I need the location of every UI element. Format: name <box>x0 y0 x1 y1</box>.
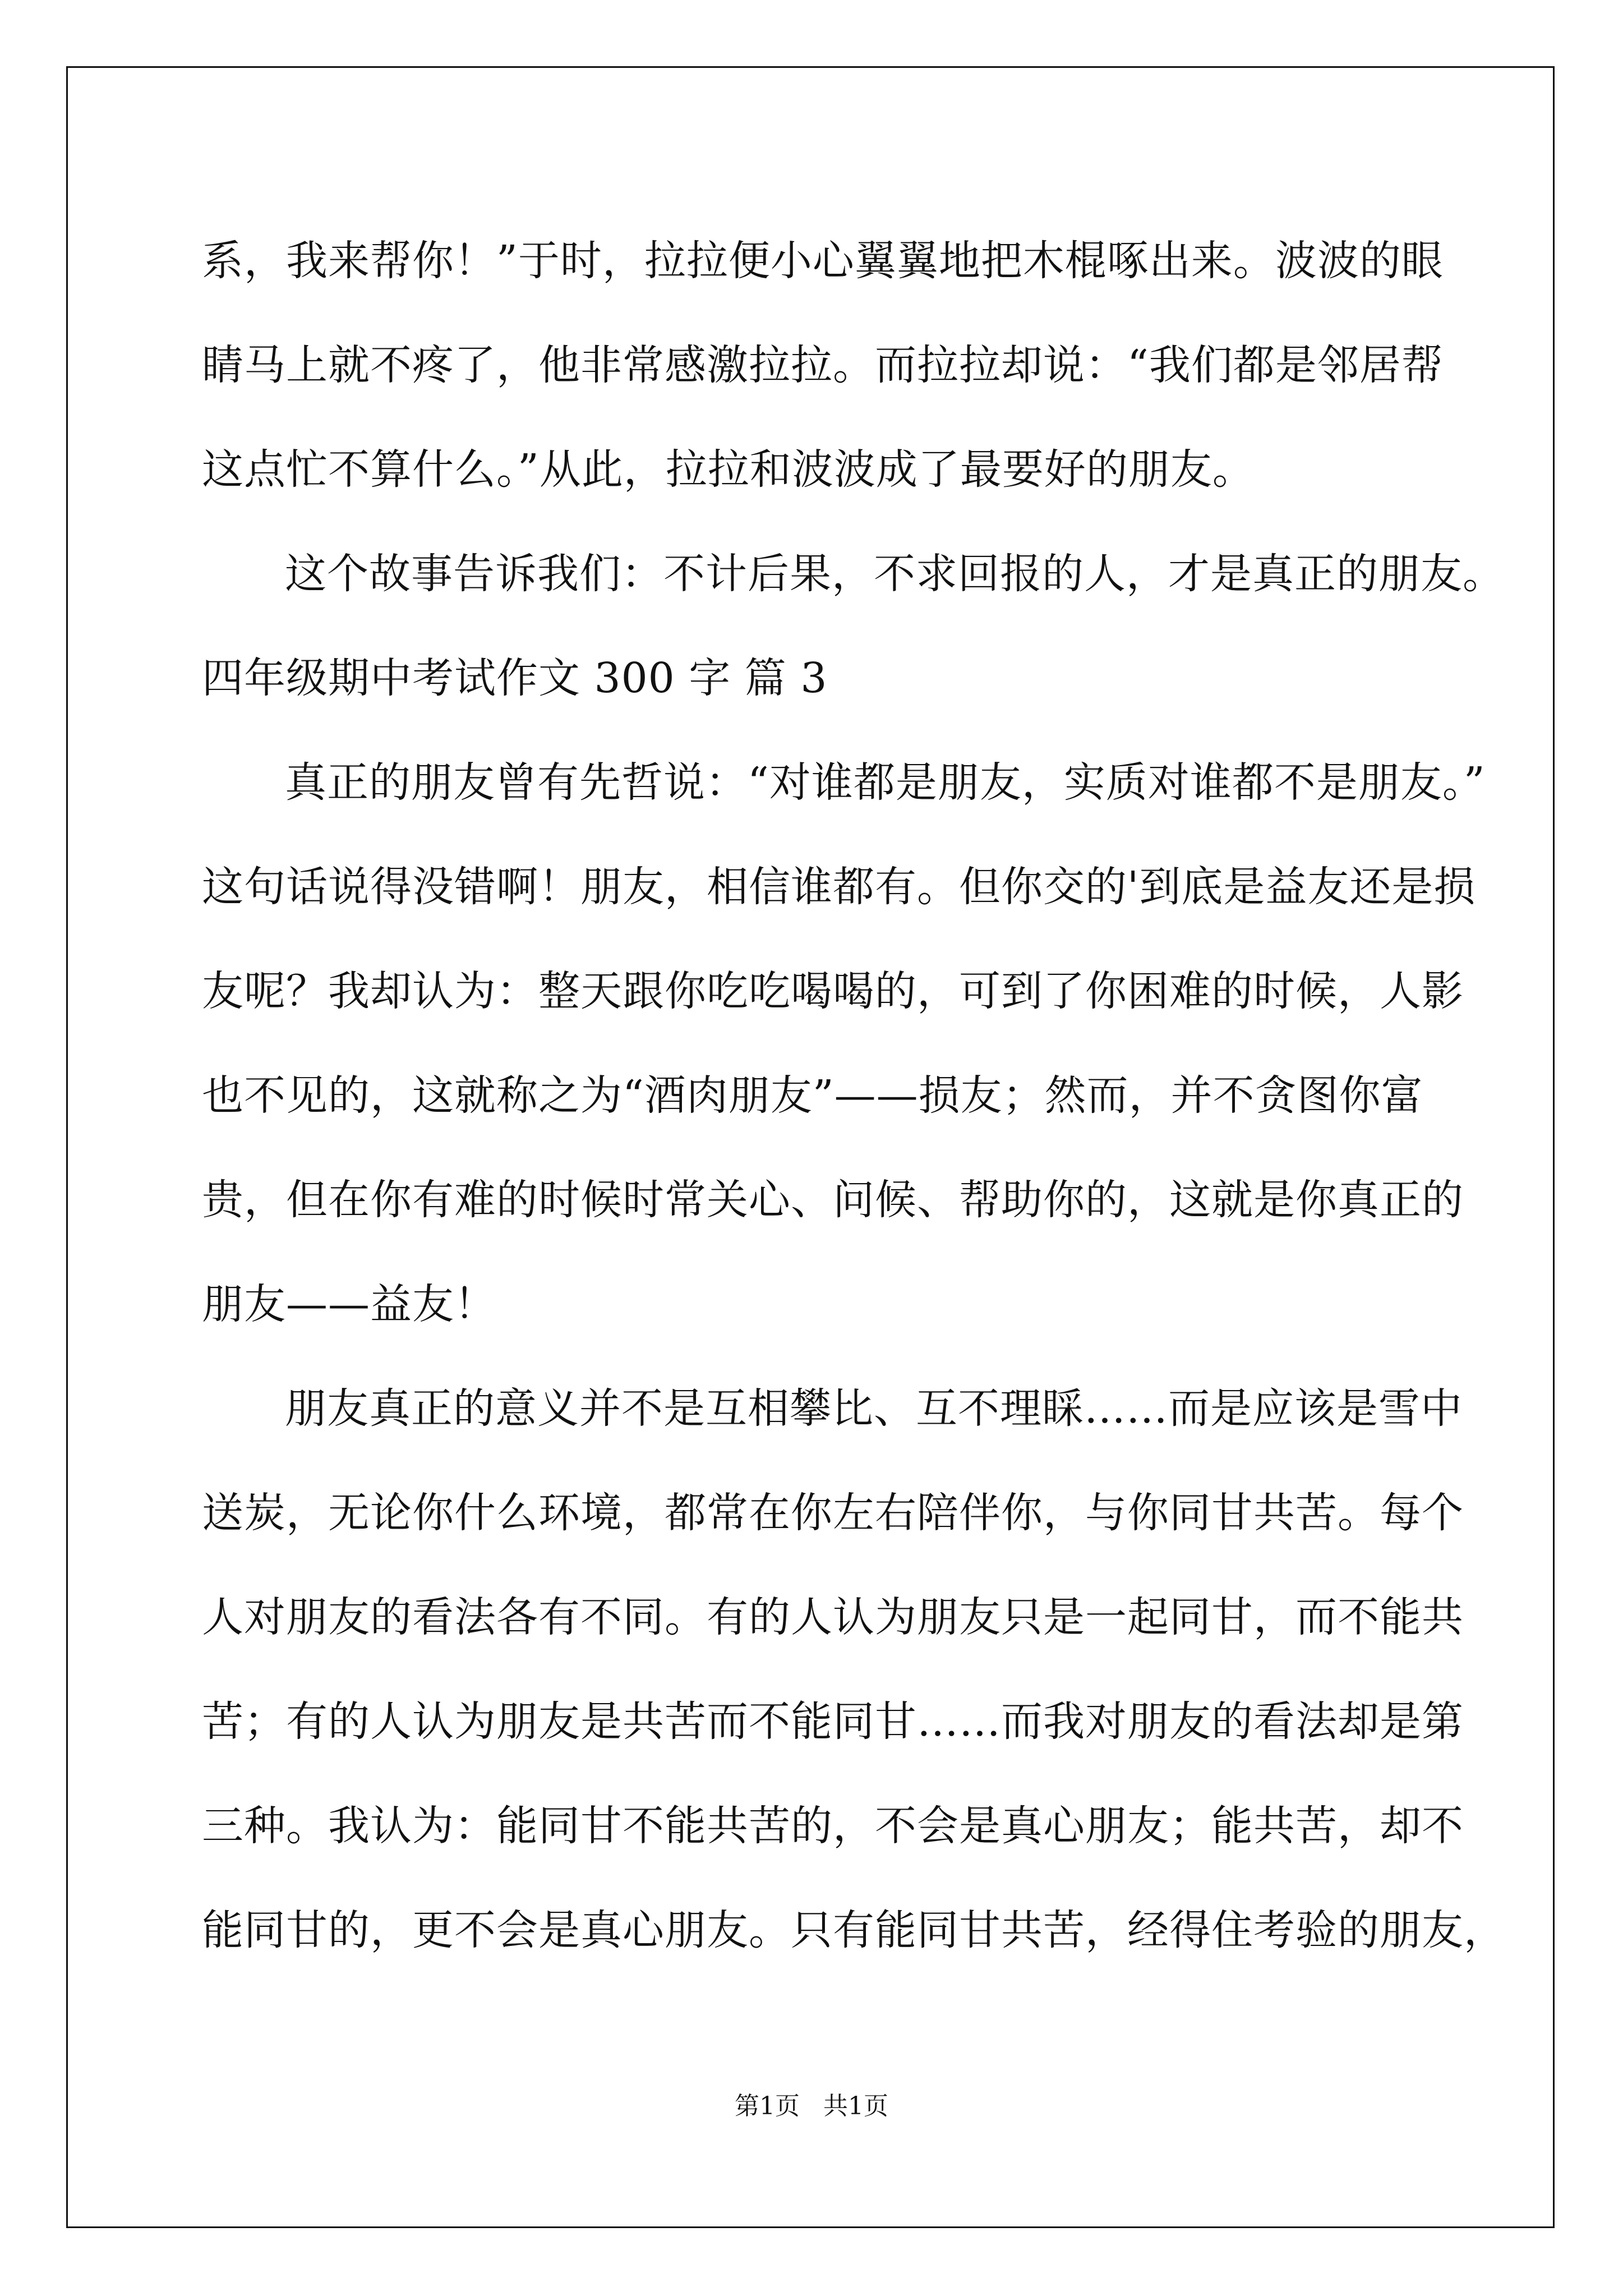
text-line: 这句话说得没错啊！朋友，相信谁都有。但你交的'到底是益友还是损 <box>202 863 1476 911</box>
document-body <box>202 209 1506 1982</box>
text-line: 真正的朋友曾有先哲说：“对谁都是朋友，实质对谁都不是朋友。” <box>285 758 1486 807</box>
text-line: 人对朋友的看法各有不同。有的人认为朋友只是一起同甘，而不能共 <box>202 1593 1464 1641</box>
text-line: 苦；有的人认为朋友是共苦而不能同甘……而我对朋友的看法却是第 <box>202 1697 1464 1746</box>
text-line: 这点忙不算什么。”从此，拉拉和波波成了最要好的朋友。 <box>202 445 1255 494</box>
section-heading: 四年级期中考试作文 300 字 篇 3 <box>202 654 828 702</box>
text-line: 这个故事告诉我们：不计后果，不求回报的人，才是真正的朋友。 <box>285 550 1505 598</box>
text-line: 能同甘的，更不会是真心朋友。只有能同甘共苦，经得住考验的朋友， <box>202 1906 1506 1954</box>
text-line: 贵，但在你有难的时候时常关心、问候、帮助你的，这就是你真正的 <box>202 1176 1464 1224</box>
text-line: 朋友——益友！ <box>202 1280 496 1328</box>
text-line: 睛马上就不疼了，他非常感激拉拉。而拉拉却说：“我们都是邻居帮 <box>202 341 1444 389</box>
text-line: 三种。我认为：能同甘不能共苦的，不会是真心朋友；能共苦，却不 <box>202 1802 1464 1850</box>
text-line: 送炭，无论你什么环境，都常在你左右陪伴你，与你同甘共苦。每个 <box>202 1489 1464 1537</box>
text-line: 朋友真正的意义并不是互相攀比、互不理睬……而是应该是雪中 <box>285 1384 1463 1433</box>
text-line: 也不见的，这就称之为“酒肉朋友”——损友；然而，并不贪图你富 <box>202 1071 1423 1120</box>
text-line: 系，我来帮你！”于时，拉拉便小心翼翼地把木棍啄出来。波波的眼 <box>202 237 1444 285</box>
text-line: 友呢？我却认为：整天跟你吃吃喝喝的，可到了你困难的时候，人影 <box>202 967 1464 1015</box>
page-footer: 第1页 共1页 <box>735 2092 888 2120</box>
